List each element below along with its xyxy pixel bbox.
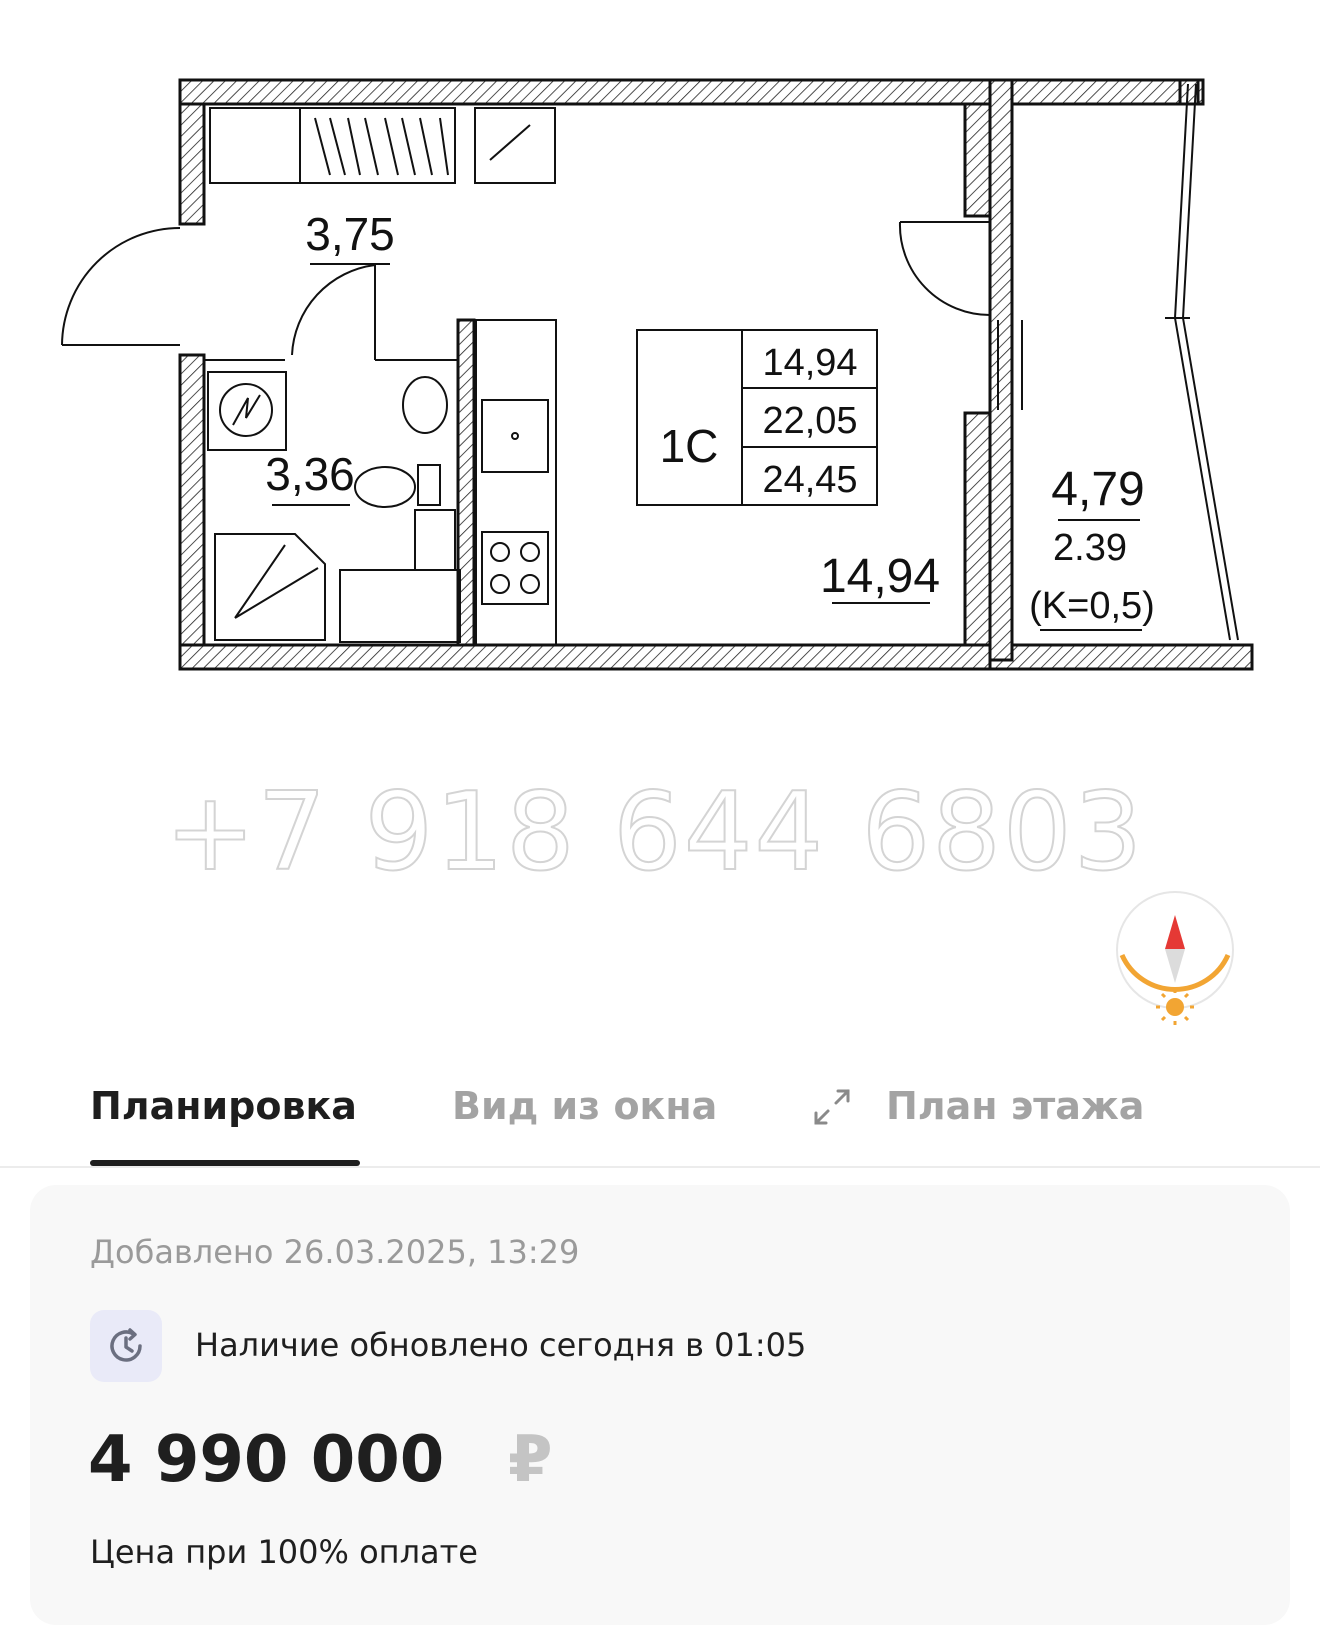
balcony-reduced-area: 2.39 <box>1053 527 1127 569</box>
availability-status: Наличие обновлено сегодня в 01:05 <box>195 1326 807 1364</box>
bathroom-area: 3,36 <box>265 448 355 500</box>
tab-window-view[interactable]: Вид из окна <box>452 1084 718 1128</box>
balcony-area: 4,79 <box>1051 463 1145 516</box>
living-room-area: 14,94 <box>819 550 941 603</box>
listing-info-card <box>30 1185 1290 1625</box>
currency-sign: ₽ <box>508 1423 553 1497</box>
floorplan-drawing <box>0 0 1320 680</box>
table-area-without-balcony: 22,05 <box>762 400 858 442</box>
compass-icon[interactable] <box>1110 885 1240 1025</box>
clock-refresh-icon <box>104 1324 148 1368</box>
price-note: Цена при 100% оплате <box>90 1533 478 1571</box>
active-tab-indicator <box>90 1160 360 1166</box>
price-value: 4 990 000 <box>88 1423 445 1497</box>
availability-badge <box>90 1310 162 1382</box>
area-labels <box>265 208 1155 627</box>
tab-floor-plan[interactable] <box>810 1080 1144 1132</box>
phone-watermark: +7 918 644 6803 <box>165 770 1145 895</box>
tab-layout[interactable]: Планировка <box>90 1084 357 1128</box>
view-tabs <box>0 1080 1320 1168</box>
apartment-type: 1С <box>659 420 719 472</box>
table-living-area: 14,94 <box>762 342 858 384</box>
tab-floor-plan-label: План этажа <box>886 1084 1145 1128</box>
expand-icon <box>810 1085 854 1129</box>
table-total-area: 24,45 <box>762 459 858 501</box>
added-date: Добавлено 26.03.2025, 13:29 <box>90 1233 580 1271</box>
hall-area: 3,75 <box>305 208 395 260</box>
balcony-coefficient: (K=0,5) <box>1029 585 1155 627</box>
